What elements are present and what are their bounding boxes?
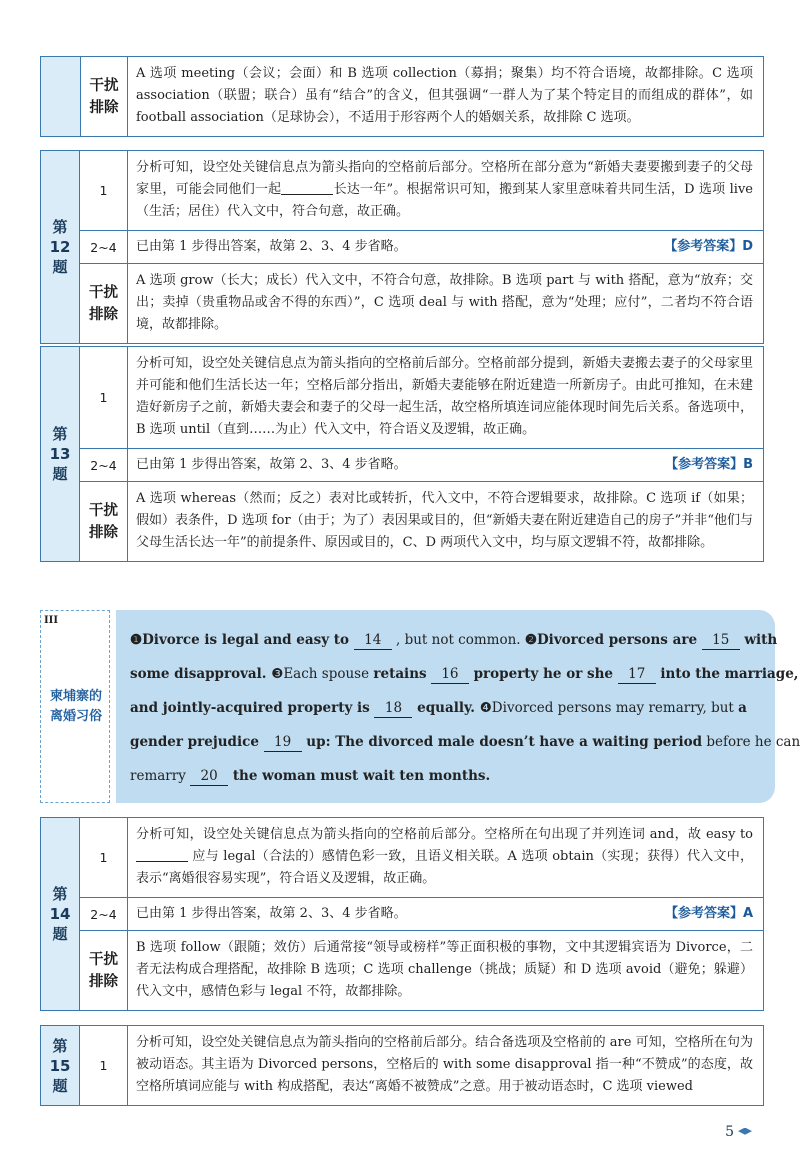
q13-step2-text: 已由第 1 步得出答案，故第 2、3、4 步省略。 xyxy=(136,457,407,472)
passage-tag xyxy=(40,610,110,803)
q13-step1-label: 1 xyxy=(80,347,128,448)
label-line: 干扰 xyxy=(89,77,119,94)
q14-answer: 【参考答案】A xyxy=(664,906,753,921)
label-line: 排除 xyxy=(89,524,118,541)
passage-seg: retains xyxy=(373,666,427,682)
passage-seg: and jointly-acquired property is xyxy=(130,700,375,716)
q15-step1-label: 1 xyxy=(80,1026,128,1105)
q14-block xyxy=(40,817,764,1011)
q12-step1-row xyxy=(80,151,763,231)
q11-block xyxy=(40,56,764,137)
passage-seg: remarry xyxy=(130,768,191,784)
passage-seg: a xyxy=(738,700,747,716)
q11-distract-label xyxy=(81,57,128,136)
passage-title xyxy=(41,687,111,727)
q12-head-num: 12 xyxy=(49,238,71,256)
q11-distract-text: A 选项 meeting（会议；会面）和 B 选项 collection（募捐；聚集）均不符合语境，故都排除。C 选项 association（联盟；联合）虽有“结合”的含义，但其强调“一群人为了某个特定目的而组成的群体”，如 football association（足球协会），不适用于形容两个人的婚姻关系，故排除 C 选项。 xyxy=(136,66,753,125)
q12-block xyxy=(40,150,764,344)
q13-head-pre: 第 xyxy=(52,425,68,443)
q15-head-num: 15 xyxy=(49,1056,71,1075)
q13-block xyxy=(40,346,764,562)
passage-roman-numeral: III xyxy=(44,615,59,626)
passage-seg: some disapproval. xyxy=(130,666,272,682)
q12-step2-text: 已由第 1 步得出答案，故第 2、3、4 步省略。 xyxy=(136,239,407,254)
passage-seg: the woman must wait ten months. xyxy=(228,768,491,784)
label-line: 排除 xyxy=(89,99,119,116)
q13-distract-label xyxy=(80,482,128,561)
passage-section xyxy=(40,610,800,803)
q12-step1-label: 1 xyxy=(80,151,128,230)
passage-seg: equally. xyxy=(412,700,480,716)
passage-seg: , but not common. xyxy=(391,632,525,648)
passage-seg: property he or she xyxy=(468,666,618,682)
label-line: 排除 xyxy=(89,973,118,990)
q13-step2-row xyxy=(80,449,763,482)
q14-step1-row xyxy=(80,818,763,898)
q13-head xyxy=(41,347,80,561)
blank-19: 19 xyxy=(264,733,302,752)
q13-head-post: 题 xyxy=(52,465,68,483)
graduation-cap-icon xyxy=(738,1128,752,1137)
passage-line-2 xyxy=(130,657,799,691)
blank-14: 14 xyxy=(354,631,392,650)
label-line: 干扰 xyxy=(89,951,118,968)
q14-step1-text-a: 分析可知，设空处关键信息点为箭头指向的空格前后部分。空格所在句出现了并列连词 and，故 easy to xyxy=(136,827,753,842)
q12-head-post: 题 xyxy=(52,258,68,276)
blank-20: 20 xyxy=(190,767,228,786)
q12-head-pre: 第 xyxy=(52,218,68,236)
q15-step1-row xyxy=(80,1026,763,1105)
q14-head-pre: 第 xyxy=(52,885,68,903)
q12-blank xyxy=(281,181,333,195)
passage-seg: before he can xyxy=(702,734,800,750)
q12-step1-text-a: 分析可知，设空处关键信息点为箭头指向的空格前后部分。空格所在部分意为“新婚夫妻要搬到妻子的父母家里，可能会同他们一起 xyxy=(136,160,753,197)
page-number xyxy=(725,1124,752,1140)
blank-16: 16 xyxy=(431,665,469,684)
passage-seg: with xyxy=(739,632,778,648)
label-line: 干扰 xyxy=(89,502,118,519)
label-line: 排除 xyxy=(89,306,118,323)
blank-17: 17 xyxy=(618,665,656,684)
q12-answer: 【参考答案】D xyxy=(664,239,753,254)
q15-step1-text: 分析可知，设空处关键信息点为箭头指向的空格前后部分。结合备选项及空格前的 are 可知，空格所在句为被动语态。其主语为 Divorced persons，空格后的 with some disapproval 指一种“不赞成”的态度，故空格所填词应能与 with 构成搭配，表达“离婚不被赞成”之意。用于被动语态时，C 选项 viewed xyxy=(136,1035,753,1094)
passage-line-3 xyxy=(130,691,761,725)
passage-title-line: 离婚习俗 xyxy=(49,709,102,724)
blank-15: 15 xyxy=(702,631,740,650)
q13-head-num: 13 xyxy=(49,445,71,463)
label-line: 干扰 xyxy=(89,284,118,301)
q12-distract-label xyxy=(80,264,128,343)
passage-line-4 xyxy=(130,725,800,759)
q13-step1-row xyxy=(80,347,763,449)
passage-line-5 xyxy=(130,759,761,793)
passage-line-1 xyxy=(130,623,778,657)
q14-distract-row xyxy=(80,931,763,1010)
q14-blank xyxy=(136,848,188,862)
q12-step2-row xyxy=(80,231,763,264)
passage-seg: gender prejudice xyxy=(130,734,264,750)
q14-head xyxy=(41,818,80,1010)
q13-distract-text: A 选项 whereas（然而；反之）表对比或转折，代入文中，不符合逻辑要求，故排除。C 选项 if（如果；假如）表条件，D 选项 for（由于；为了）表因果或目的，但“新婚夫妻在附近建造自己的房子”并非“他们与父母生活长达一年”的前提条件、原因或目的，C、D 两项代入文中，均与原文逻辑不符，故都排除。 xyxy=(136,491,753,550)
passage-seg: into the marriage, xyxy=(655,666,799,682)
q13-distract-row xyxy=(80,482,763,561)
q15-head xyxy=(41,1026,80,1105)
passage-seg: ❶Divorce is legal and easy to xyxy=(130,632,354,648)
q14-distract-label xyxy=(80,931,128,1010)
passage-seg: ❷Divorced persons are xyxy=(524,632,702,648)
q14-step2-row xyxy=(80,898,763,931)
blank-18: 18 xyxy=(374,699,412,718)
page-number-text: 5 xyxy=(725,1124,734,1140)
q14-head-num: 14 xyxy=(49,905,71,923)
passage-seg: ❸Each spouse xyxy=(271,666,374,682)
q14-step1-label: 1 xyxy=(80,818,128,897)
q14-step2-label: 2~4 xyxy=(80,898,128,930)
q14-step2-text: 已由第 1 步得出答案，故第 2、3、4 步省略。 xyxy=(136,906,407,921)
q14-step1-text xyxy=(128,818,763,897)
q15-head-post: 题 xyxy=(52,1076,68,1095)
passage-seg: ❹Divorced persons may remarry, but xyxy=(479,700,739,716)
q12-distract-row xyxy=(80,264,763,343)
q12-step2-label: 2~4 xyxy=(80,231,128,263)
q13-step1-text: 分析可知，设空处关键信息点为箭头指向的空格前后部分。空格前部分提到，新婚夫妻搬去妻子的父母家里并可能和他们生活长达一年；空格后部分指出，新婚夫妻能够在附近建造一所新房子。由此可推知，在未建造好新房子之前，新婚夫妻会和妻子的父母一起生活，故空格所填连词应能体现时间先后关系。备选项中，B 选项 until（直到……为止）代入文中，符合语义及逻辑，故正确。 xyxy=(136,356,753,437)
q15-block xyxy=(40,1025,764,1106)
q12-step1-text-b: 长达一年”。根据常识可知，搬到某人家里意味着共同生活，D 选项 live（生活；居住）代入文中，符合句意，故正确。 xyxy=(136,182,753,219)
passage-text-box xyxy=(116,610,800,803)
q11-head xyxy=(41,57,81,136)
q12-step1-text xyxy=(128,151,763,230)
q12-head xyxy=(41,151,80,343)
q14-step1-text-b: 应与 legal（合法的）感情色彩一致，且语义相关联。A 选项 obtain（实现；获得）代入文中，表示“离婚很容易实现”，符合语义及逻辑，故正确。 xyxy=(136,849,753,886)
passage-seg: up: The divorced male doesn’t have a waiting period xyxy=(301,734,703,750)
q15-head-pre: 第 xyxy=(52,1036,68,1055)
q13-answer: 【参考答案】B xyxy=(665,457,753,472)
q12-distract-text: A 选项 grow（长大；成长）代入文中，不符合句意，故排除。B 选项 part 与 with 搭配，意为“放弃；交出；卖掉（贵重物品或舍不得的东西）”，C 选项 deal 与 with 搭配，意为“处理；应付”，二者均不符合语境，故都排除。 xyxy=(136,273,753,332)
q13-step2-label: 2~4 xyxy=(80,449,128,481)
passage-title-line: 柬埔寨的 xyxy=(49,689,102,704)
q14-distract-text: B 选项 follow（跟随；效仿）后通常接“领导或榜样”等正面积极的事物，文中其逻辑宾语为 Divorce，二者无法构成合理搭配，故排除 B 选项；C 选项 challenge（挑战；质疑）和 D 选项 avoid（避免；躲避）代入文中，感情色彩与 legal 不符，故都排除。 xyxy=(136,940,753,999)
q14-head-post: 题 xyxy=(52,925,68,943)
